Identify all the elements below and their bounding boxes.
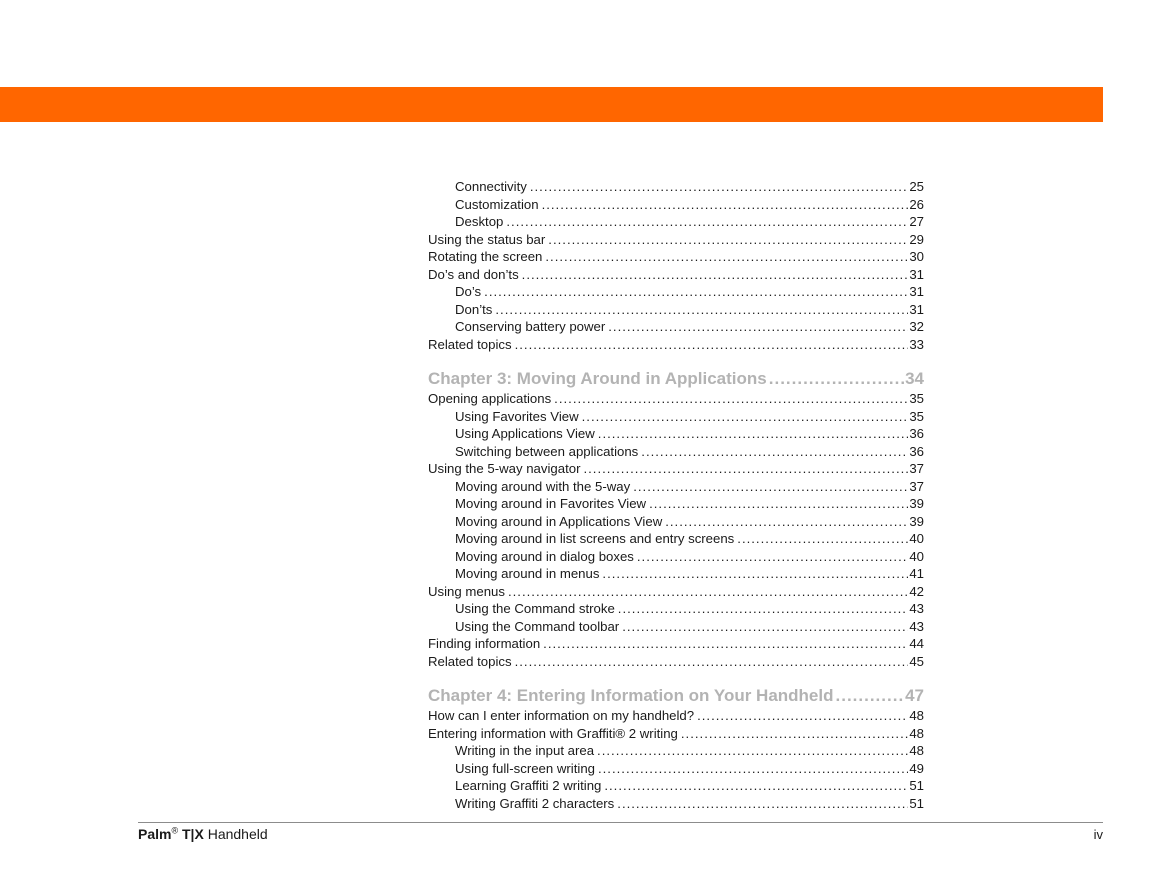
- toc-entry[interactable]: [428, 583, 924, 601]
- toc-entry-page: 39: [909, 496, 924, 511]
- toc-entry[interactable]: [428, 390, 924, 408]
- leader-dots: [508, 583, 908, 601]
- toc-entry-label: Using Applications View: [455, 426, 595, 441]
- toc-entry-page: 35: [909, 408, 924, 424]
- toc-entry-page: 27: [909, 214, 924, 229]
- toc-entry-page: 36: [909, 426, 924, 441]
- toc-entry[interactable]: [428, 795, 924, 813]
- toc-entry-label: Rotating the screen: [428, 249, 543, 264]
- leader-dots: [681, 725, 908, 743]
- toc-entry-page: 48: [909, 725, 924, 741]
- leader-dots: [515, 336, 909, 354]
- leader-dots: [543, 635, 908, 653]
- toc-entry[interactable]: [428, 283, 924, 301]
- leader-dots: [598, 425, 909, 443]
- leader-dots: [618, 600, 909, 618]
- toc-section-chapter-3: [428, 390, 924, 670]
- toc-entry[interactable]: [428, 443, 924, 461]
- chapter-4-page: 47: [905, 686, 924, 705]
- toc-entry-label: Moving around in Favorites View: [455, 496, 647, 511]
- leader-dots: [598, 760, 908, 778]
- toc-entry-label: Entering information with Graffiti® 2 writing: [428, 725, 678, 741]
- toc-entry-label: Writing Graffiti 2 characters: [455, 795, 615, 811]
- toc-entry[interactable]: [428, 513, 924, 531]
- leader-dots: [617, 795, 908, 813]
- toc-entry-page: 39: [909, 513, 924, 529]
- toc-entry-page: 49: [909, 760, 924, 776]
- registered-mark: ®: [171, 825, 179, 836]
- leader-dots: [633, 478, 908, 496]
- toc-entry[interactable]: [428, 301, 924, 319]
- leader-dots: [530, 178, 908, 196]
- toc-entry-page: 40: [909, 548, 924, 564]
- toc-entry-page: 43: [909, 601, 924, 616]
- toc-entry[interactable]: [428, 318, 924, 336]
- toc-entry-label: Using full-screen writing: [455, 760, 595, 776]
- leader-dots: [836, 685, 906, 707]
- leader-dots: [542, 196, 909, 214]
- toc-entry-label: Using the Command stroke: [455, 601, 615, 616]
- toc-entry[interactable]: [428, 548, 924, 566]
- toc-entry-page: 36: [909, 443, 924, 459]
- toc-entry-label: Customization: [455, 196, 539, 212]
- toc-section-chapter-2-tail: [428, 178, 924, 353]
- toc-entry[interactable]: [428, 231, 924, 249]
- toc-entry-page: 48: [909, 708, 924, 723]
- toc-entry-label: Switching between applications: [455, 443, 639, 459]
- toc-entry-label: Moving around in Applications View: [455, 513, 663, 529]
- chapter-3-heading[interactable]: [428, 368, 924, 390]
- leader-dots: [506, 213, 908, 231]
- leader-dots: [522, 266, 909, 284]
- leader-dots: [548, 231, 908, 249]
- toc-entry-page: 30: [909, 249, 924, 264]
- leader-dots: [484, 283, 908, 301]
- toc-entry-label: Related topics: [428, 336, 512, 352]
- header-accent-band: [0, 87, 1103, 122]
- toc-entry-label: Do’s: [455, 284, 482, 299]
- toc-entry-label: Opening applications: [428, 391, 552, 406]
- toc-entry[interactable]: [428, 266, 924, 284]
- toc-entry-label: Moving around in list screens and entry screens: [455, 531, 735, 546]
- toc-entry-page: 44: [909, 636, 924, 651]
- toc-entry[interactable]: [428, 178, 924, 196]
- leader-dots: [515, 653, 909, 671]
- leader-dots: [583, 460, 908, 478]
- toc-entry-page: 32: [909, 319, 924, 334]
- toc-entry-page: 35: [909, 391, 924, 406]
- toc-entry-label: Don’ts: [455, 301, 493, 317]
- toc-entry[interactable]: [428, 408, 924, 426]
- toc-entry-page: 37: [909, 461, 924, 476]
- toc-entry-label: Writing in the input area: [455, 743, 595, 758]
- leader-dots: [622, 618, 908, 636]
- chapter-3-page: 34: [905, 369, 924, 388]
- leader-dots: [597, 742, 908, 760]
- toc-entry[interactable]: [428, 653, 924, 671]
- toc-entry-page: 31: [909, 284, 924, 299]
- toc-entry-page: 26: [909, 196, 924, 212]
- leader-dots: [545, 248, 908, 266]
- toc-entry[interactable]: [428, 635, 924, 653]
- chapter-4-title: Chapter 4: Entering Information on Your Handheld: [428, 686, 834, 705]
- chapter-4-heading[interactable]: [428, 685, 924, 707]
- leader-dots: [637, 548, 908, 566]
- toc-entry-page: 37: [909, 478, 924, 494]
- toc-entry-page: 33: [909, 336, 924, 352]
- footer-page-number: iv: [1093, 827, 1103, 842]
- toc-entry-page: 25: [909, 179, 924, 194]
- toc-entry-label: Moving around with the 5-way: [455, 478, 631, 494]
- toc-entry-label: Using menus: [428, 583, 505, 599]
- table-of-contents: [428, 178, 924, 812]
- toc-entry[interactable]: [428, 196, 924, 214]
- leader-dots: [554, 390, 908, 408]
- toc-entry-page: 29: [909, 231, 924, 247]
- toc-entry-label: Moving around in dialog boxes: [455, 548, 634, 564]
- leader-dots: [649, 495, 908, 513]
- toc-entry-label: Using the 5-way navigator: [428, 461, 581, 476]
- toc-entry[interactable]: [428, 565, 924, 583]
- leader-dots: [608, 318, 908, 336]
- leader-dots: [641, 443, 908, 461]
- toc-entry[interactable]: [428, 495, 924, 513]
- toc-entry[interactable]: [428, 336, 924, 354]
- toc-entry-label: Moving around in menus: [455, 566, 600, 581]
- toc-section-chapter-4: [428, 707, 924, 812]
- toc-entry-page: 51: [909, 795, 924, 811]
- toc-entry-label: Desktop: [455, 214, 504, 229]
- toc-entry[interactable]: [428, 618, 924, 636]
- toc-entry-page: 31: [909, 266, 924, 282]
- toc-entry-label: Conserving battery power: [455, 319, 606, 334]
- toc-entry[interactable]: [428, 725, 924, 743]
- leader-dots: [602, 565, 908, 583]
- toc-entry-label: Do’s and don’ts: [428, 266, 519, 282]
- toc-entry[interactable]: [428, 600, 924, 618]
- toc-entry-page: 45: [909, 653, 924, 669]
- footer-brand: Palm: [138, 826, 172, 842]
- footer-product-name: [138, 826, 268, 842]
- leader-dots: [582, 408, 909, 426]
- toc-entry-label: How can I enter information on my handheld?: [428, 708, 695, 723]
- toc-entry-label: Using the Command toolbar: [455, 618, 620, 634]
- toc-entry-label: Using Favorites View: [455, 408, 579, 424]
- toc-entry[interactable]: [428, 530, 924, 548]
- toc-entry[interactable]: [428, 742, 924, 760]
- toc-entry-label: Connectivity: [455, 179, 527, 194]
- toc-entry[interactable]: [428, 460, 924, 478]
- footer-divider: [138, 822, 1103, 823]
- leader-dots: [604, 777, 908, 795]
- toc-entry-label: Using the status bar: [428, 231, 546, 247]
- toc-entry-page: 42: [909, 583, 924, 599]
- toc-entry-label: Finding information: [428, 636, 541, 651]
- toc-entry-label: Learning Graffiti 2 writing: [455, 778, 602, 793]
- footer-model: T|X: [182, 826, 204, 842]
- footer-product: Handheld: [207, 826, 268, 842]
- chapter-3-title: Chapter 3: Moving Around in Applications: [428, 369, 767, 388]
- toc-entry[interactable]: [428, 425, 924, 443]
- leader-dots: [665, 513, 908, 531]
- leader-dots: [769, 368, 905, 390]
- toc-entry-page: 43: [909, 618, 924, 634]
- toc-entry[interactable]: [428, 248, 924, 266]
- toc-entry-page: 31: [909, 301, 924, 317]
- leader-dots: [495, 301, 908, 319]
- toc-entry-page: 48: [909, 743, 924, 758]
- toc-entry[interactable]: [428, 478, 924, 496]
- toc-entry[interactable]: [428, 707, 924, 725]
- toc-entry[interactable]: [428, 760, 924, 778]
- toc-entry[interactable]: [428, 777, 924, 795]
- leader-dots: [697, 707, 908, 725]
- toc-entry-page: 51: [909, 778, 924, 793]
- toc-entry-page: 40: [909, 531, 924, 546]
- toc-entry-label: Related topics: [428, 653, 512, 669]
- toc-entry[interactable]: [428, 213, 924, 231]
- leader-dots: [737, 530, 908, 548]
- toc-entry-page: 41: [909, 566, 924, 581]
